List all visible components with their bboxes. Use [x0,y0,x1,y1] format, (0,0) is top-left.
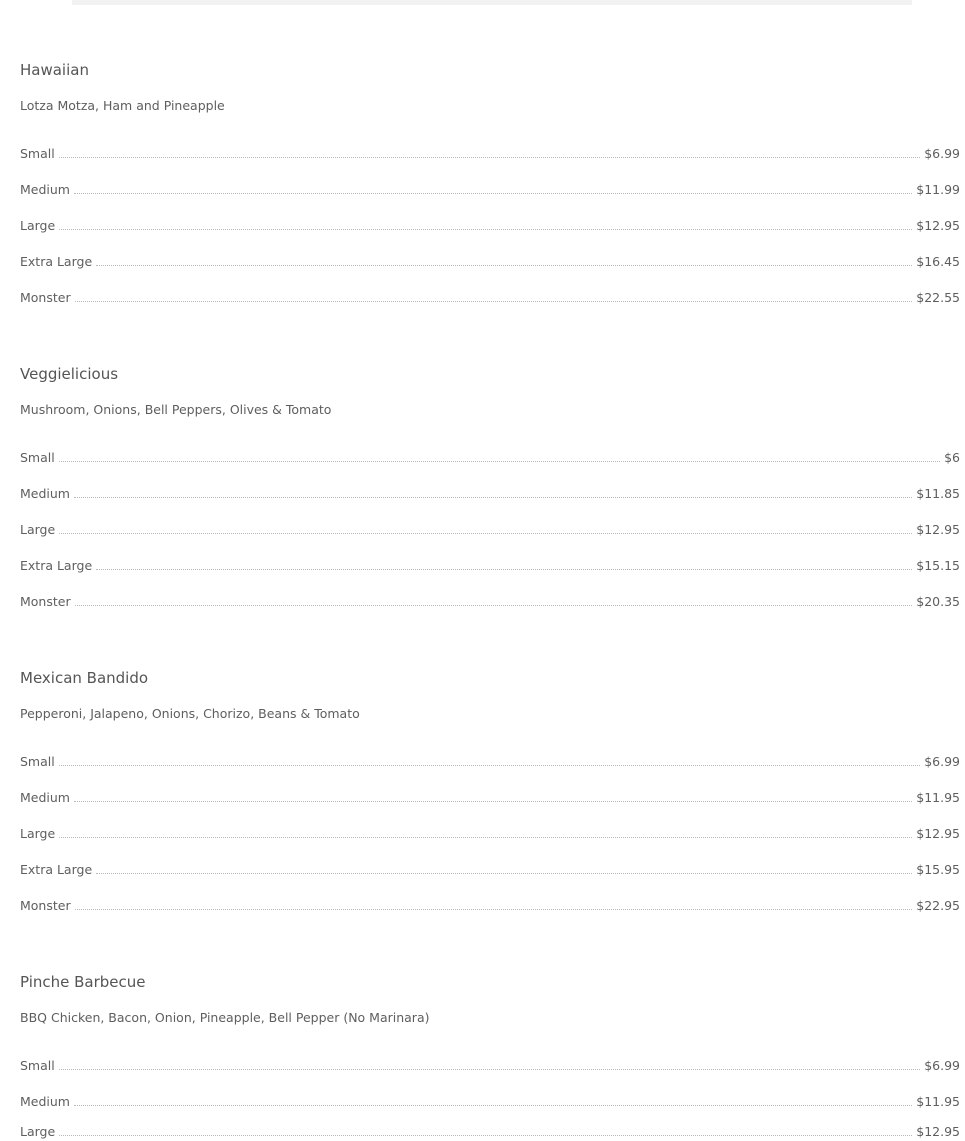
price-row-medium [20,485,960,503]
price-row-small [20,1057,960,1075]
price-row-medium [20,789,960,807]
item-title: Mexican Bandido [20,669,149,687]
item-title: Hawaiian [20,61,89,79]
dotted-leader [59,449,940,462]
size-label: Large [20,826,56,841]
price-row-large [20,825,960,843]
price-row-monster [20,593,960,611]
item-description: Lotza Motza, Ham and Pineapple [20,98,225,113]
price-row-extra-large [20,253,960,271]
price-value: $15.95 [916,862,960,877]
size-label: Small [20,450,55,465]
size-label: Medium [20,182,70,197]
dotted-leader [59,825,912,838]
dotted-leader [74,789,912,802]
price-row-extra-large [20,557,960,575]
dotted-leader [96,557,912,570]
price-row-large [20,217,960,235]
size-label: Medium [20,790,70,805]
dotted-leader [59,521,912,534]
price-value: $16.45 [916,254,960,269]
price-value: $6.99 [924,1058,960,1073]
item-description: Mushroom, Onions, Bell Peppers, Olives & Tomato [20,402,332,417]
price-row-medium [20,1093,960,1111]
price-value: $12.95 [916,826,960,841]
price-value: $22.55 [916,290,960,305]
price-row-large [20,521,960,539]
dotted-leader [59,753,920,766]
dotted-leader [59,217,912,230]
item-description: BBQ Chicken, Bacon, Onion, Pineapple, Bell Pepper (No Marinara) [20,1010,430,1025]
price-value: $12.95 [916,1124,960,1139]
size-label: Monster [20,594,71,609]
price-row-extra-large [20,861,960,879]
price-value: $6.99 [924,146,960,161]
size-label: Small [20,754,55,769]
dotted-leader [75,593,913,606]
size-label: Small [20,1058,55,1073]
top-divider [72,0,912,5]
dotted-leader [74,1093,912,1106]
item-description: Pepperoni, Jalapeno, Onions, Chorizo, Beans & Tomato [20,706,360,721]
dotted-leader [59,1057,920,1070]
price-value: $6 [944,450,960,465]
price-value: $11.95 [916,790,960,805]
price-value: $11.95 [916,1094,960,1109]
price-row-small [20,449,960,467]
item-title: Pinche Barbecue [20,973,146,991]
size-label: Monster [20,290,71,305]
price-row-large [20,1123,960,1141]
price-row-medium [20,181,960,199]
size-label: Medium [20,1094,70,1109]
size-label: Small [20,146,55,161]
price-row-monster [20,289,960,307]
price-value: $15.15 [916,558,960,573]
dotted-leader [96,253,912,266]
dotted-leader [96,861,912,874]
price-row-small [20,145,960,163]
size-label: Monster [20,898,71,913]
price-value: $11.85 [916,486,960,501]
dotted-leader [75,289,913,302]
dotted-leader [74,485,912,498]
price-row-monster [20,897,960,915]
price-value: $22.95 [916,898,960,913]
dotted-leader [75,897,913,910]
size-label: Large [20,218,56,233]
size-label: Medium [20,486,70,501]
price-row-small [20,753,960,771]
dotted-leader [59,1123,912,1136]
size-label: Large [20,1124,56,1139]
dotted-leader [59,145,920,158]
price-value: $12.95 [916,218,960,233]
size-label: Extra Large [20,862,93,877]
price-value: $20.35 [916,594,960,609]
price-value: $11.99 [916,182,960,197]
dotted-leader [74,181,912,194]
size-label: Large [20,522,56,537]
size-label: Extra Large [20,254,93,269]
price-value: $12.95 [916,522,960,537]
item-title: Veggielicious [20,365,119,383]
size-label: Extra Large [20,558,93,573]
price-value: $6.99 [924,754,960,769]
